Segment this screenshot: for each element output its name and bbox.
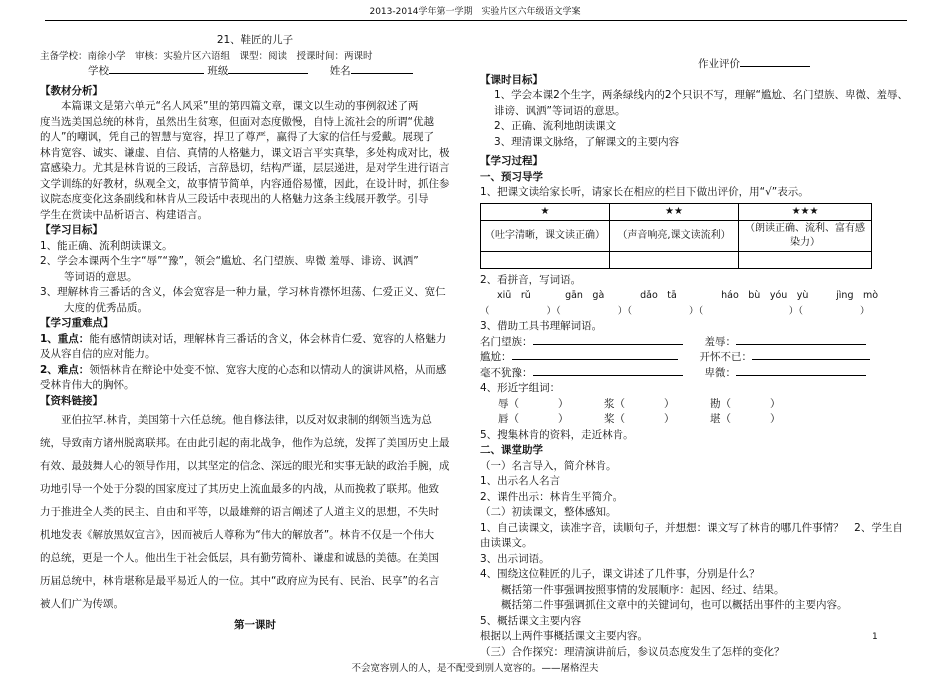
lesson-goals-list — [480, 88, 910, 150]
pinyin-row — [480, 288, 910, 304]
step-2: 2、看拼音，写词语。 — [480, 273, 582, 286]
school-label: 学校 — [88, 65, 109, 77]
analysis-line-2: 度当选美国总统的林肯，虽然出生贫寒，但面对态度傲慢，自恃上流社会的所谓“优越 — [40, 115, 434, 128]
resource-line-7: 的总统，更是一个人。他出生于社会低层，具有勤劳简朴、谦虚和诚恳的美德。在美国 — [40, 552, 439, 564]
evaluation-field[interactable] — [740, 66, 810, 67]
star-two-desc: （声音响亮,课文读流利） — [610, 220, 739, 251]
class-field[interactable] — [228, 73, 308, 74]
key-points-list — [40, 332, 470, 394]
analysis-heading: 【教材分析】 — [40, 84, 103, 97]
char-row-1 — [480, 397, 910, 413]
process-heading: 【学习过程】 — [480, 155, 543, 167]
step-4: 4、形近字组词： — [480, 382, 561, 394]
star-rating-table — [480, 203, 872, 269]
rating-cell-one[interactable] — [481, 251, 610, 268]
analysis-text — [40, 99, 470, 223]
classroom-line-1: （一）名言导入，简介林肯。 — [480, 459, 617, 472]
resource-heading: 【资料链接】 — [40, 394, 103, 407]
char-row-2 — [480, 412, 910, 428]
term-label: 羞辱： — [704, 335, 736, 348]
class-label: 班级 — [207, 65, 229, 77]
key-point-text: 领悟林肯在辩论中处变不惊、宽容大度的心态和以情动人的演讲风格，从而感 — [89, 363, 447, 376]
term-answer-field[interactable] — [752, 359, 870, 360]
classroom-line-11: 5、概括课文主要内容 — [480, 614, 582, 627]
term-answer-field[interactable] — [533, 375, 683, 376]
footer-quote: 不会宽容别人的人，是不配受到别人宽容的。——屠格涅夫 — [351, 663, 599, 674]
evaluation-row — [480, 57, 910, 73]
key-point-line-4 — [40, 378, 470, 394]
star-two: ★★ — [610, 203, 739, 220]
resource-line-3: 有效、最鼓舞人心的领导作用，以其坚定的信念、深远的眼光和实事无缺的政治手腕，成 — [40, 460, 450, 472]
star-row — [481, 203, 872, 220]
classroom-line-8: 4、围绕这位鞋匠的儿子，课文讲述了几件事，分别是什么？ — [480, 568, 760, 580]
header-rule — [45, 20, 907, 21]
char-item[interactable]: 桨（ — [604, 413, 625, 425]
char-close-bracket: ） — [558, 413, 569, 425]
key-points-heading: 【学习重难点】 — [40, 317, 114, 329]
page-number: 1 — [872, 632, 878, 642]
analysis-line-6: 文学训练的好教材，纵观全文，故事情节简单，内容通俗易懂，因此，在设计时，抓住参 — [40, 177, 450, 190]
char-item[interactable]: 唇（ — [498, 413, 519, 425]
classroom-line-7: 3、出示词语。 — [480, 552, 550, 565]
term-label: 开怀不已： — [699, 351, 752, 363]
classroom-line-6: 由读课文。 — [480, 537, 533, 549]
star-one-desc: （吐字清晰，课文读正确） — [481, 220, 610, 251]
lesson-one-heading: 第一课时 — [234, 619, 276, 631]
term-row-1 — [480, 335, 910, 351]
classroom-line-9: 概括第一件事强调按照事情的发展顺序：起因、经过、结果。 — [480, 583, 785, 596]
pinyin-4: háo bù yóu yù — [721, 290, 809, 301]
char-item[interactable]: 勘（ — [710, 397, 731, 410]
page-header: 2013-2014学年第一学期 实验片区六年级语文学案 — [369, 7, 581, 17]
char-close-bracket: ） — [770, 397, 781, 410]
classroom-heading: 二、课堂助学 — [480, 444, 543, 456]
term-answer-field[interactable] — [736, 344, 866, 345]
pinyin-1: xiū rǔ — [497, 290, 531, 301]
preview-heading: 一、预习导学 — [480, 170, 543, 183]
analysis-line-8: 学生在赏读中品析语言、构建语言。 — [40, 208, 208, 221]
star-desc-row — [481, 220, 872, 251]
term-row-3 — [480, 366, 910, 382]
term-label: 尴尬： — [480, 351, 512, 363]
key-point-text: 受林肯伟大的胸怀。 — [40, 379, 135, 391]
star-one: ★ — [481, 203, 610, 220]
key-point-line-3 — [40, 363, 470, 379]
key-point-line-2 — [40, 347, 470, 363]
student-info-row — [40, 64, 470, 80]
lesson-goal-4: 3、理清课文脉络，了解课文的主要内容 — [494, 135, 680, 148]
term-answer-field[interactable] — [533, 344, 683, 345]
name-label: 姓名 — [329, 65, 351, 77]
lesson-goals-heading: 【课时目标】 — [480, 73, 543, 86]
char-close-bracket: ） — [664, 413, 675, 425]
classroom-line-12: 根据以上两件事概括课文主要内容。 — [480, 630, 648, 642]
pinyin-answer-brackets[interactable]: （ ）（ ）（ ）（ ）（ ） — [480, 305, 870, 317]
goals-heading: 【学习目标】 — [40, 224, 103, 236]
analysis-line-4: 林肯宽容、诚实、谦虚、自信、真情的人格魅力，课文语言平实真挚，多处构成对比，极 — [40, 146, 450, 159]
left-column — [40, 24, 470, 634]
resource-line-5: 力于推进全人类的民主、自由和平等，以最雄辩的语言阐述了人道主义的思想，不失时 — [40, 506, 439, 518]
lesson-title: 21、鞋匠的儿子 — [216, 34, 294, 46]
term-answer-field[interactable] — [512, 359, 678, 360]
star-three-desc: （朗读正确、流利、富有感染力） — [739, 220, 872, 251]
goal-item-2: 2、学会本课两个生字“辱”“豫”，领会“尴尬、名门望族、卑微 羞辱、诽谤、讽洒” — [40, 255, 419, 267]
char-item[interactable]: 辱（ — [498, 397, 519, 410]
pinyin-3: dǎo tā — [640, 290, 677, 301]
char-item[interactable]: 堪（ — [710, 413, 731, 425]
term-label: 名门望族： — [480, 335, 533, 348]
analysis-line-3: 的人”的嘲讽，凭自己的智慧与宽容，捍卫了尊严，赢得了大家的信任与爱戴。展现了 — [40, 131, 434, 143]
school-field[interactable] — [109, 73, 204, 74]
step-3: 3、借助工具书理解词语。 — [480, 320, 603, 332]
similar-chars — [480, 397, 910, 428]
goals-list — [40, 239, 470, 317]
rating-row — [481, 251, 872, 268]
analysis-line-7: 议院态度变化这条副线和林肯从三段话中表现出的人格魅力这条主线展开教学。引导 — [40, 193, 429, 205]
term-label: 卑微： — [704, 366, 736, 379]
term-label: 毫不犹豫： — [480, 366, 533, 379]
classroom-line-13: （三）合作探究：理清演讲前后，参议员态度发生了怎样的变化？ — [480, 645, 785, 658]
analysis-line-5: 富感染力。尤其是林肯说的三段话，言辞恳切，结构严谨，层层递进，是对学生进行语言 — [40, 162, 450, 174]
resource-line-1: 亚伯拉罕.林肯，美国第十六任总统。他自修法律，以反对奴隶制的纲领当选为总 — [61, 414, 432, 426]
goal-item-4: 3、理解林肯三番话的含义，体会宽容是一种力量，学习林肯襟怀坦荡、仁爱正义、宽仁 — [40, 286, 446, 298]
classroom-line-10: 概括第二件事强调抓住文章中的关键词句，也可以概括出事件的主要内容。 — [480, 599, 848, 611]
pinyin-2: gān gà — [565, 290, 605, 301]
classroom-line-5: 1、自己读课文，读准字音，读顺句子，并想想：课文写了林肯的哪几件事情？ 2、学生自 — [480, 521, 903, 534]
term-definitions — [480, 335, 910, 382]
rating-cell-two[interactable] — [610, 251, 739, 268]
resource-line-6: 机地发表《解放黑奴宣言》，因而被后人尊称为“伟大的解放者”。林肯不仅是一个伟大 — [40, 529, 435, 541]
lesson-goal-1: 1、学会本课2个生字，两条绿线内的2个只识不写，理解“尴尬、名门望族、卑微、羞辱、 — [494, 89, 908, 101]
pinyin-5: jìng mò — [836, 290, 879, 301]
key-point-text: 及从容自信的应对能力。 — [40, 348, 156, 360]
resource-text — [40, 409, 470, 616]
classroom-steps — [480, 459, 910, 661]
char-close-bracket: ） — [664, 397, 675, 410]
resource-line-8: 历届总统中，林肯堪称是最平易近人的一位。其中“政府应为民有、民治、民享”的名言 — [40, 575, 440, 587]
term-row-2 — [480, 350, 910, 366]
classroom-line-3: 2、课件出示：林肯生平简介。 — [480, 490, 624, 503]
goal-item-1: 1、能正确、流利朗读课文。 — [40, 239, 173, 252]
goal-item-3: 等词语的意思。 — [64, 270, 138, 283]
char-close-bracket: ） — [770, 413, 781, 425]
lesson-meta: 主备学校：南徐小学 审核：实验片区六语组 课型：阅读 授课时间：两课时 — [40, 50, 373, 62]
right-column — [480, 24, 910, 660]
evaluation-label: 作业评价 — [698, 58, 740, 70]
analysis-line-1: 本篇课文是第六单元“名人风采”里的第四篇文章，课文以生动的事例叙述了两 — [61, 100, 419, 112]
lesson-goal-3: 2、正确、流利地朗读课文 — [494, 120, 617, 132]
name-field[interactable] — [351, 73, 413, 74]
key-point-label: 2、难点： — [40, 363, 90, 376]
char-item[interactable]: 浆（ — [604, 397, 625, 410]
key-point-text: 能有感情朗读对话，理解林肯三番话的含义，体会林肯仁爱、宽容的人格魅力 — [89, 332, 447, 345]
key-point-label: 1、重点： — [40, 332, 90, 345]
resource-line-9: 被人们广为传颂。 — [40, 598, 124, 610]
term-answer-field[interactable] — [736, 375, 866, 376]
lesson-goal-2: 诽谤、讽洒”等词语的意思。 — [494, 104, 626, 117]
key-point-line-1 — [40, 332, 470, 348]
classroom-line-2: 1、出示名人名言 — [480, 475, 561, 487]
rating-cell-three[interactable] — [739, 251, 872, 268]
resource-line-2: 统，导致南方诸州脱离联邦。在由此引起的南北战争，他作为总统，发挥了美国历史上最 — [40, 437, 450, 449]
step-1: 1、把课文读给家长听，请家长在相应的栏目下做出评价，用“√”表示。 — [480, 186, 809, 198]
resource-line-4: 功地引导一个处于分裂的国家度过了其历史上流血最多的内战，从而挽救了联邦。他致 — [40, 483, 439, 495]
classroom-line-4: （二）初读课文，整体感知。 — [480, 506, 617, 518]
step-5: 5、搜集林肯的资料，走近林肯。 — [480, 428, 634, 441]
char-close-bracket: ） — [558, 397, 569, 410]
goal-item-5: 大度的优秀品质。 — [64, 301, 148, 314]
star-three: ★★★ — [739, 203, 872, 220]
